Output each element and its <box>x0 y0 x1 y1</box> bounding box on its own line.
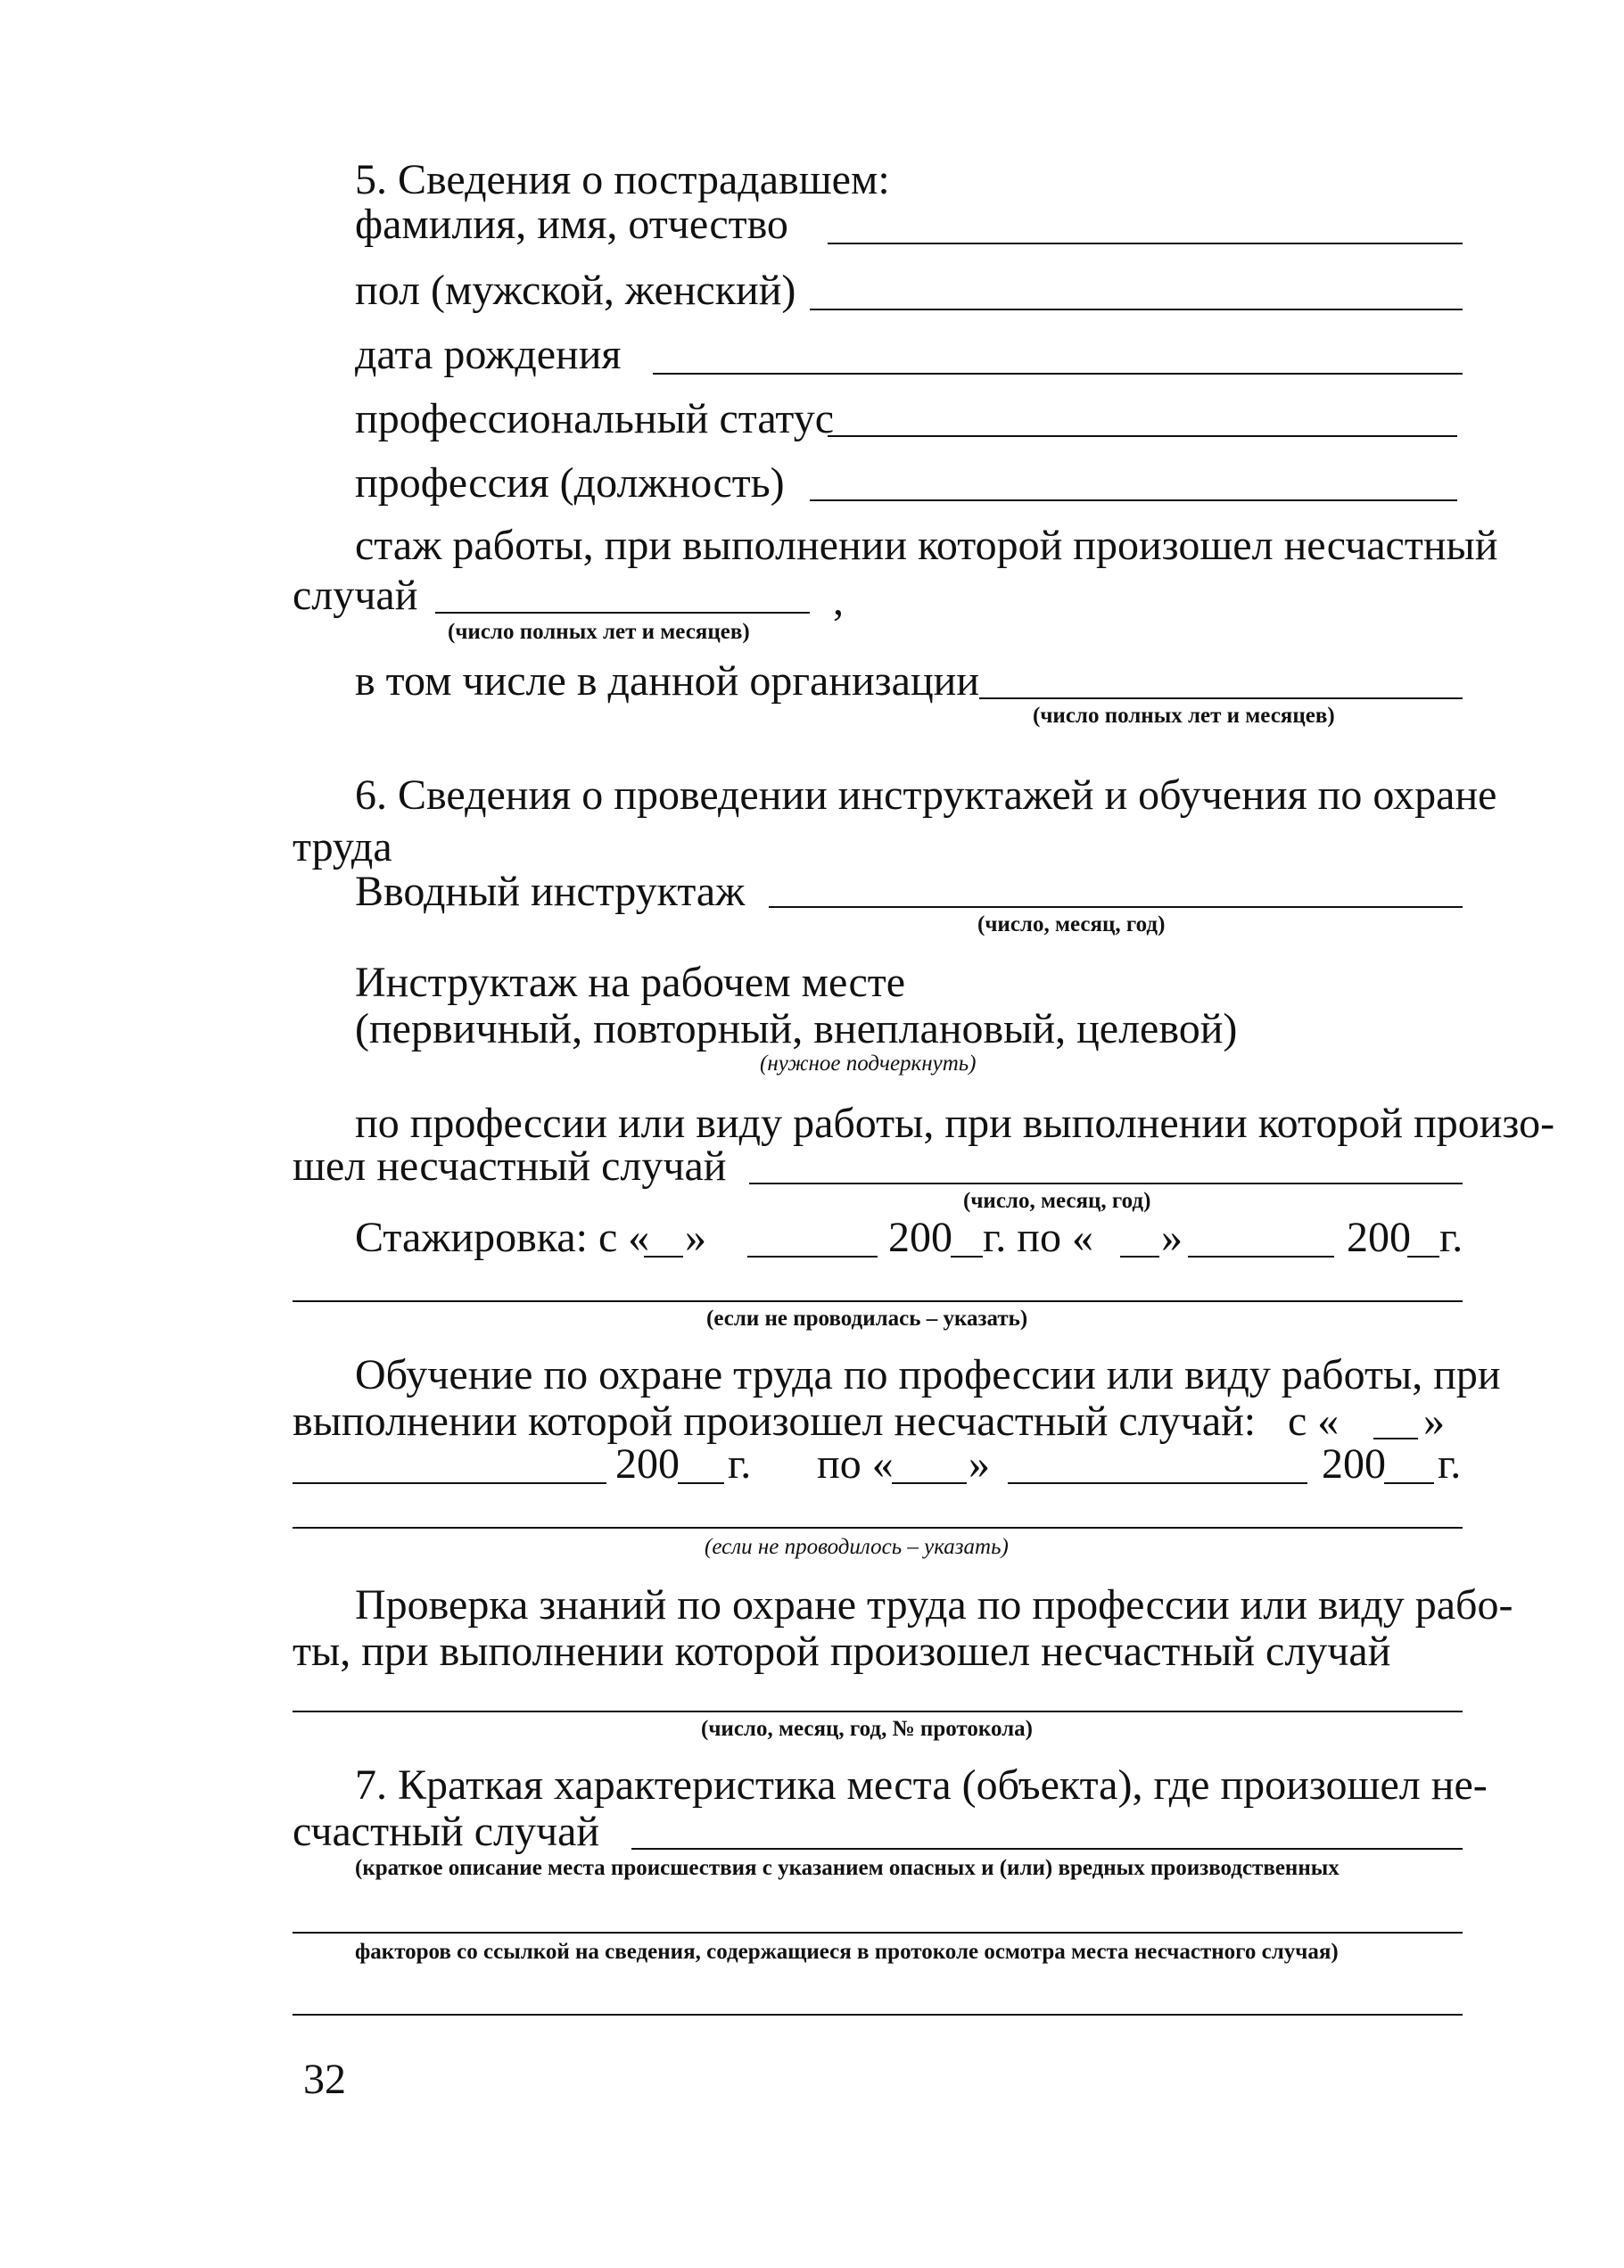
caption-byprof: (число, месяц, год) <box>963 1189 1151 1213</box>
field-internship-year-from[interactable] <box>951 1256 983 1258</box>
caption-internship: (если не проводилась – указать) <box>706 1307 1028 1331</box>
field-internship-note[interactable] <box>293 1300 1463 1302</box>
label-experience-line1: стаж работы, при выполнении которой произошел несчастный <box>355 522 1498 569</box>
label-training-line1: Обучение по охране труда по профессии или виду работы, при <box>355 1351 1501 1398</box>
quote-close-3: » <box>1423 1398 1445 1445</box>
caption-intro-briefing: (число, месяц, год) <box>977 912 1166 936</box>
label-g-po: г. по « <box>983 1214 1093 1261</box>
comma: , <box>833 577 844 624</box>
section-7-title-line1: 7. Краткая характеристика места (объекта), где произошел не- <box>355 1761 1488 1809</box>
label-g-end: г. <box>1439 1214 1463 1261</box>
field-training-day-to[interactable] <box>892 1482 967 1484</box>
field-pro-status[interactable] <box>828 435 1457 437</box>
quote-close-1: » <box>685 1214 706 1261</box>
field-training-year-to[interactable] <box>1384 1482 1434 1484</box>
field-training-note[interactable] <box>293 1527 1463 1529</box>
label-birth: дата рождения <box>355 331 622 378</box>
label-pro-status: профессиональный статус <box>355 395 835 442</box>
section-6-title-line1: 6. Сведения о проведении инструктажей и обучения по охране <box>355 771 1497 819</box>
field-training-month-to[interactable] <box>1008 1482 1307 1484</box>
field-place[interactable] <box>631 1848 1463 1850</box>
section-7-title-line2: счастный случай <box>293 1808 600 1855</box>
field-internship-day-to[interactable] <box>1120 1256 1159 1258</box>
label-workplace-line1: Инструктаж на рабочем месте <box>355 959 906 1006</box>
label-training-from: с « <box>1288 1398 1340 1445</box>
field-fio[interactable] <box>828 243 1463 244</box>
field-internship-month-from[interactable] <box>747 1256 878 1258</box>
label-g-3: г. <box>728 1440 752 1488</box>
label-training-line2: выполнении которой произошел несчастный случай: <box>293 1398 1257 1445</box>
label-check-line1: Проверка знаний по охране труда по профессии или виду рабо- <box>355 1581 1513 1629</box>
label-intro-briefing: Вводный инструктаж <box>355 868 746 915</box>
caption-training: (если не проводилось – указать) <box>705 1535 1009 1559</box>
field-training-day-from[interactable] <box>1373 1438 1418 1439</box>
caption-place-2: факторов со ссылкой на сведения, содержащиеся в протоколе осмотра места несчастного случая) <box>355 1940 1339 1964</box>
field-experience[interactable] <box>435 612 810 614</box>
label-workplace-line2: (первичный, повторный, внеплановый, целевой) <box>355 1005 1238 1052</box>
caption-place-1: (краткое описание места происшествия с указанием опасных и (или) вредных производственных <box>355 1856 1340 1880</box>
field-check[interactable] <box>293 1711 1463 1712</box>
year-prefix-4: 200 <box>1322 1440 1386 1488</box>
label-check-line2: ты, при выполнении которой произошел несчастный случай <box>293 1628 1391 1675</box>
field-birth[interactable] <box>653 373 1463 375</box>
label-profession: профессия (должность) <box>355 459 785 507</box>
field-internship-month-to[interactable] <box>1188 1256 1334 1258</box>
year-prefix-1: 200 <box>888 1214 952 1261</box>
field-place-3[interactable] <box>293 2014 1463 2016</box>
quote-close-4: » <box>969 1440 990 1488</box>
field-profession[interactable] <box>810 499 1457 501</box>
caption-in-org: (число полных лет и месяцев) <box>1033 704 1335 728</box>
label-sex: пол (мужской, женский) <box>355 267 796 314</box>
page-number: 32 <box>303 2056 346 2103</box>
section-5-title: 5. Сведения о пострадавшем: <box>355 156 890 203</box>
label-g-4: г. <box>1438 1440 1462 1488</box>
year-prefix-2: 200 <box>1347 1214 1411 1261</box>
field-in-org[interactable] <box>979 697 1463 699</box>
caption-check: (число, месяц, год, № протокола) <box>701 1717 1033 1741</box>
field-intro-briefing[interactable] <box>769 906 1463 908</box>
field-training-month-from[interactable] <box>293 1482 606 1484</box>
field-internship-year-to[interactable] <box>1407 1256 1439 1258</box>
caption-underline: (нужное подчеркнуть) <box>760 1052 977 1076</box>
caption-experience: (число полных лет и месяцев) <box>448 620 750 644</box>
field-byprof[interactable] <box>749 1183 1463 1184</box>
field-sex[interactable] <box>810 309 1463 310</box>
label-internship: Стажировка: с « <box>355 1214 650 1261</box>
quote-close-2: » <box>1161 1214 1183 1261</box>
label-byprof-line1: по профессии или виду работы, при выполнении которой произо- <box>355 1100 1555 1147</box>
label-experience-line2: случай <box>293 572 418 619</box>
label-fio: фамилия, имя, отчество <box>355 201 788 248</box>
label-byprof-line2: шел несчастный случай <box>293 1142 727 1190</box>
section-6-title-line2: труда <box>293 823 392 870</box>
field-training-year-from[interactable] <box>678 1482 724 1484</box>
label-po: по « <box>817 1440 894 1488</box>
field-internship-day-from[interactable] <box>644 1256 683 1258</box>
label-in-org: в том числе в данной организации <box>355 657 980 705</box>
year-prefix-3: 200 <box>615 1440 680 1488</box>
field-place-2[interactable] <box>293 1932 1463 1934</box>
